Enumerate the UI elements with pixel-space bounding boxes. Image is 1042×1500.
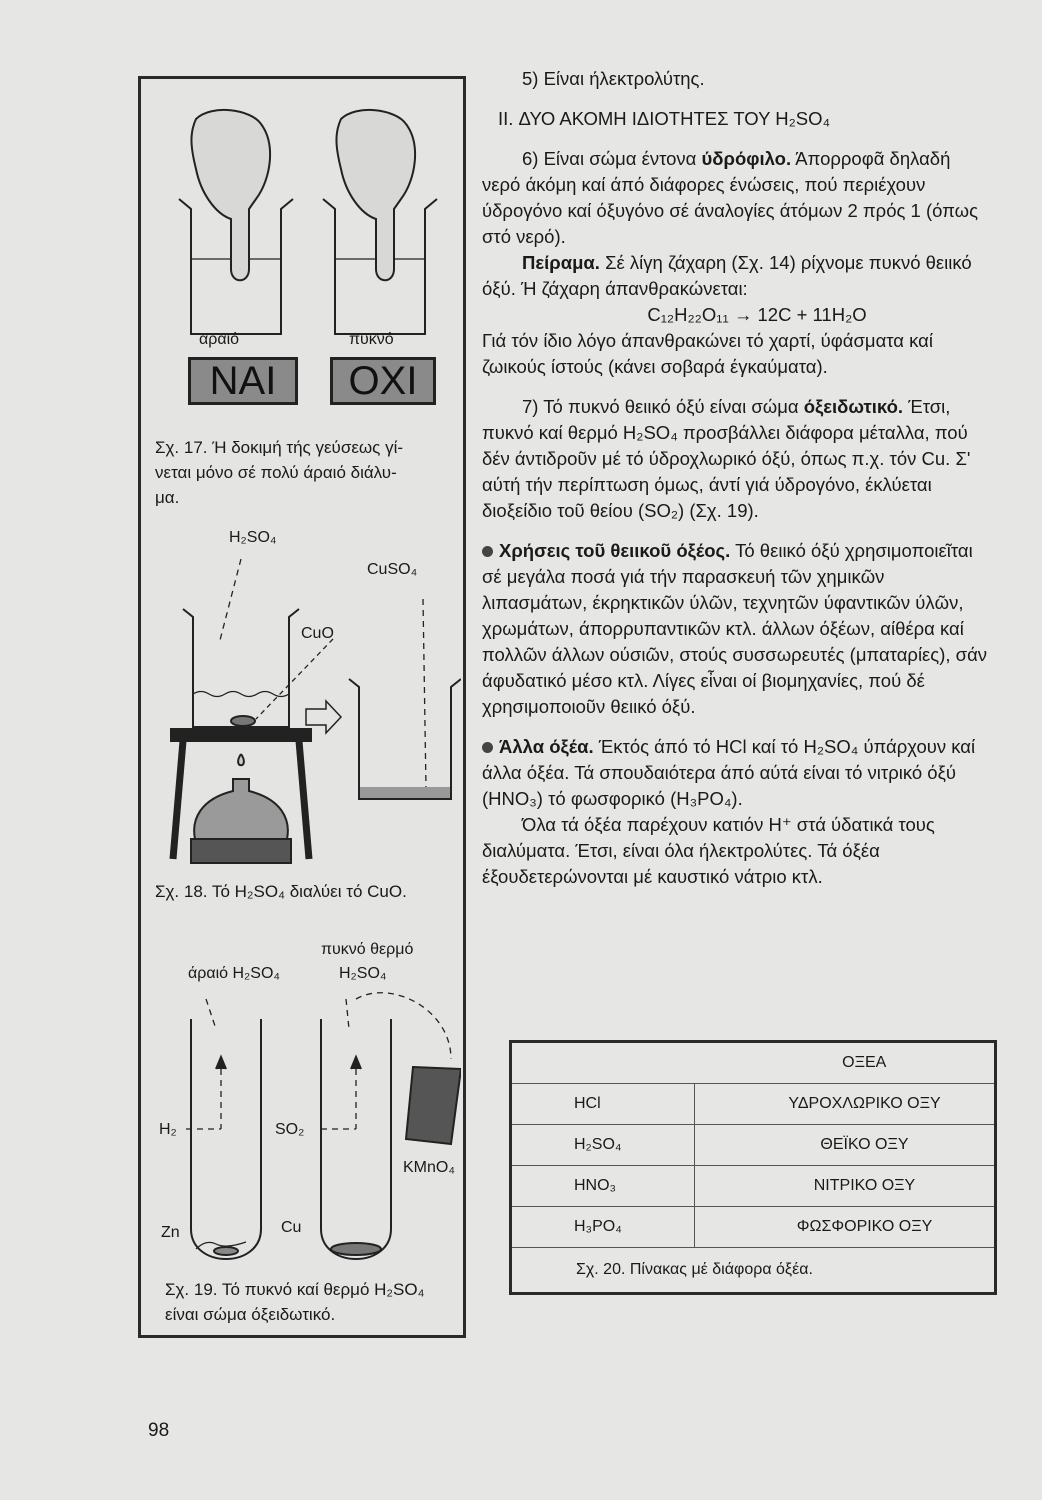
other-acids-text: Έκτός άπό τό HCl καί τό H₂SO₄ ύπάρχουν καί άλλα όξέα. Τά σπουδαιότερα άπό αύτά είναι τό νιτρικό όξύ (HNO₃) τό φωσφορικό (H₃PO₄). xyxy=(482,736,976,809)
fig19-label-hot-conc: πυκνό θερμό xyxy=(321,941,414,958)
property-7-keyword: όξειδωτικό. xyxy=(803,396,904,417)
table-cell-formula: HNO₃ xyxy=(511,1166,695,1207)
table-cell-name: ΦΩΣΦΟΡΙΚΟ ΟΞΥ xyxy=(695,1207,996,1248)
acids-table xyxy=(509,1040,997,1295)
fig18-label-h2so4: H₂SO₄ xyxy=(229,529,277,546)
uses-heading: Χρήσεις τοῦ θειικοῦ όξέος. xyxy=(499,540,731,561)
fig17-caption xyxy=(155,435,403,510)
fig18-caption: Σχ. 18. Τό H₂SO₄ διαλύει τό CuO. xyxy=(155,882,407,901)
other-acids-heading: Άλλα όξέα. xyxy=(499,736,594,757)
property-6-text: 6) Είναι σώμα έντονα xyxy=(522,148,702,169)
fig19-oxidizing-drawing xyxy=(151,959,461,1269)
page-number: 98 xyxy=(148,1420,170,1441)
bullet-icon xyxy=(482,742,493,753)
section-heading-ii: II. ΔΥΟ ΑΚΟΜΗ ΙΔΙΟΤΗΤΕΣ ΤΟΥ H₂SO₄ xyxy=(498,108,831,129)
property-5: 5) Είναι ήλεκτρολύτης. xyxy=(522,68,705,89)
table-cell-formula: H₃PO₄ xyxy=(511,1207,695,1248)
fig19-caption xyxy=(165,1277,425,1327)
property-6 xyxy=(482,146,992,250)
uses-paragraph xyxy=(482,538,992,720)
table-cell-name: ΝΙΤΡΙΚΟ ΟΞΥ xyxy=(695,1166,996,1207)
table-caption: Σχ. 20. Πίνακας μέ διάφορα όξέα. xyxy=(511,1248,996,1294)
table-cell-formula: H₂SO₄ xyxy=(511,1125,695,1166)
main-text xyxy=(482,66,992,890)
after-equation: Γιά τόν ίδιο λόγο άπανθρακώνει τό χαρτί, ύφάσματα καί ζωικούς ίστούς (κάνει σοβαρά έγκαύματα). xyxy=(482,330,933,377)
fig17-label-concentrated: πυκνό xyxy=(349,331,394,348)
fig19-label-so2: SO₂ xyxy=(275,1121,305,1138)
fig19-label-h2so4: H₂SO₄ xyxy=(339,965,387,982)
fig17-caption-line: μα. xyxy=(155,488,180,507)
table-row xyxy=(511,1084,996,1125)
table-cell-name: ΘΕΪΚΟ ΟΞΥ xyxy=(695,1125,996,1166)
fig19-label-h2: H₂ xyxy=(159,1121,177,1138)
fig17-label-dilute: αραιό xyxy=(199,331,240,348)
fig19-label-dilute-h2so4: άραιό H₂SO₄ xyxy=(188,965,280,982)
property-7-text-cont: Έτσι, πυκνό καί θερμό H₂SO₄ προσβάλλει διάφορα μέταλλα, πού δέν άντιδροῦν μέ τό ύδροχλωρικό όξύ, όπως π.χ. τόν Cu. Σ' αύτή τήν περίπτωση όμως, άντί γιά ύδρογόνο, έκλύεται διοξείδιο τοῦ θείου (SO₂) (Σχ. 19). xyxy=(482,396,971,521)
equation: C₁₂H₂₂O₁₁ → 12C + 11H₂O xyxy=(647,304,867,325)
fig17-no-sign: ΟΧΙ xyxy=(330,357,436,405)
fig17-yes-sign: ΝΑΙ xyxy=(188,357,298,405)
fig18-label-cuso4: CuSO₄ xyxy=(367,561,418,578)
table-row xyxy=(511,1166,996,1207)
table-header: ΟΞΕΑ xyxy=(842,1054,887,1071)
table-caption-row xyxy=(511,1248,996,1294)
all-acids-paragraph: Όλα τά όξέα παρέχουν κατιόν H⁺ στά ύδατικά τους διαλύματα. Έτσι, είναι όλα ήλεκτρολύτες. Τά όξέα έξουδετερώνονται μέ καυστικό νάτριο κτλ. xyxy=(482,814,935,887)
property-6-text-cont: Άπορροφᾶ δηλαδή νερό άκόμη καί άπό διάφορες ένώσεις, πού περιέχουν ύδρογόνο καί όξυγόνο σέ άναλογίες άτόμων 2 πρός 1 (όπως στό νερό). xyxy=(482,148,979,247)
table-row xyxy=(511,1207,996,1248)
experiment-text: Σέ λίγη ζάχαρη (Σχ. 14) ρίχνομε πυκνό θειικό όξύ. Ή ζάχαρη άπανθρακώνεται: xyxy=(482,252,972,299)
table-header-row xyxy=(511,1042,996,1084)
fig17-taste-test-drawing xyxy=(161,99,451,359)
property-6-keyword: ύδρόφιλο. xyxy=(701,148,792,169)
table-header-blank xyxy=(511,1042,695,1084)
fig19-caption-line: είναι σώμα όξειδωτικό. xyxy=(165,1305,336,1324)
fig17-caption-line: Σχ. 17. Ή δοκιμή τής γεύσεως γί- xyxy=(155,438,404,457)
experiment xyxy=(482,250,992,302)
bullet-icon xyxy=(482,546,493,557)
fig19-label-cu: Cu xyxy=(281,1219,302,1236)
table-cell-name: ΥΔΡΟΧΛΩΡΙΚΟ ΟΞΥ xyxy=(695,1084,996,1125)
fig18-dissolve-drawing xyxy=(161,529,461,869)
table-cell-formula: HCl xyxy=(511,1084,695,1125)
uses-text: Τό θειικό όξύ χρησιμοποιεῖται σέ μεγάλα ποσά γιά τήν παρασκευή τῶν χημικῶν λιπασμάτων, έκρηκτικῶν ύλῶν, τεχνητῶν ύφαντικῶν ύλῶν, χρωμάτων, άπορρυπαντικῶν κτλ. άλλων όξέων, αίθέρα καί πολλῶν άλλων ούσιῶν, στούς συσσωρευτές (μπαταρίες), σάν άφυδατικό μέσο κτλ. Λίγες εἶναι οί βιομηχανίες, πού δέ χρησιμοποιοῦν θειικό όξύ. xyxy=(482,540,988,717)
property-7-text: 7) Τό πυκνό θειικό όξύ είναι σώμα xyxy=(522,396,804,417)
fig19-label-kmno4: KMnO₄ xyxy=(403,1159,455,1176)
figures-panel xyxy=(138,76,466,1338)
other-acids-paragraph xyxy=(482,734,992,812)
fig19-label-zn: Zn xyxy=(161,1224,180,1241)
fig18-label-cuo: CuO xyxy=(301,625,334,642)
fig19-caption-line: Σχ. 19. Τό πυκνό καί θερμό H₂SO₄ xyxy=(165,1280,425,1299)
table-row xyxy=(511,1125,996,1166)
property-7 xyxy=(482,394,992,524)
experiment-label: Πείραμα. xyxy=(522,252,600,273)
fig17-caption-line: νεται μόνο σέ πολύ άραιό διάλυ- xyxy=(155,463,397,482)
